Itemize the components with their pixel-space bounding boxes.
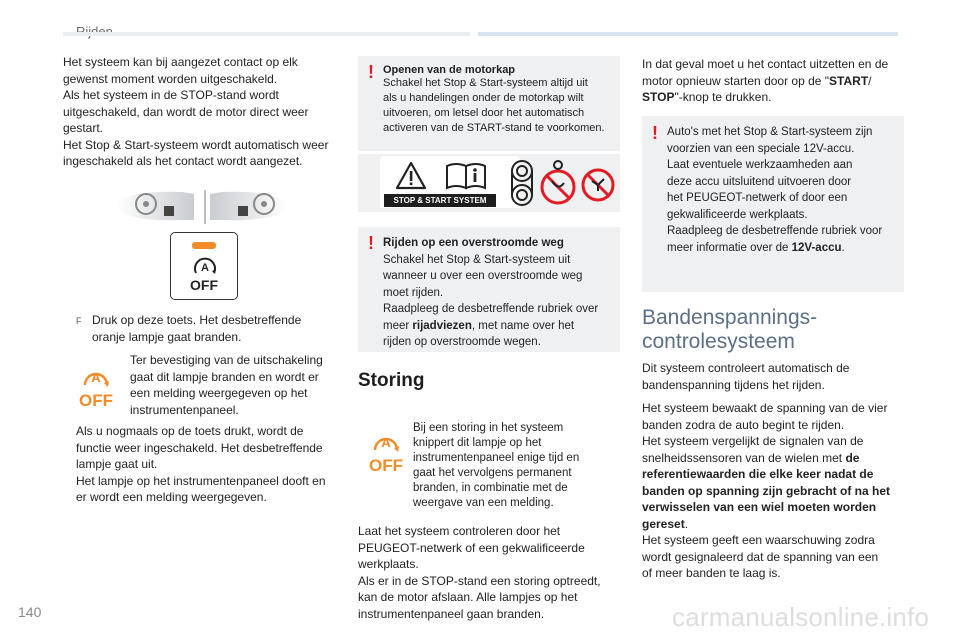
sticker-label: STOP & START SYSTEM	[384, 194, 496, 207]
warning-exclamation-icon: !	[368, 233, 374, 253]
lamp-off-label: OFF	[369, 456, 403, 475]
off-warning-lamp	[76, 364, 116, 410]
bullet-instruction: Druk op deze toets. Het desbetreffende oranje lampje gaat branden.	[92, 313, 302, 344]
watermark: carmanualsonline.info	[672, 602, 930, 632]
intro-paragraph: Het systeem kan bij aangezet contact op elk gewenst moment worden uitgeschakeld. Als het systeem in de STOP-stand wordt uitgeschakeld, dan wordt de motor direct weer gestart. Het Stop & Start-systeem wordt automatisch weer ingeschakeld als het contact wordt aangezet.	[63, 55, 329, 168]
header-bar-left	[63, 32, 470, 36]
bullet-marker: F	[76, 316, 82, 326]
svg-text:A: A	[381, 435, 391, 450]
sticker-panel	[380, 156, 520, 208]
warning-title: Openen van de motorkap	[383, 64, 516, 76]
warning-triangle-icon	[394, 160, 428, 192]
header-bar-right	[478, 32, 898, 36]
belt-icon	[506, 157, 616, 209]
section-title-tyre-pressure: Bandenspannings- controlesysteem	[642, 306, 818, 353]
auto-a-off-icon	[366, 429, 406, 453]
auto-a-off-icon	[192, 255, 218, 277]
reactivation-paragraph: Als u nogmaals op de toets drukt, wordt de functie weer ingeschakeld. Het desbetreffende lampje gaat uit. Het lampje op het instrumentenpaneel dooft en er wordt een melding weergegeven.	[76, 424, 326, 504]
fault-paragraph: Laat het systeem controleren door het PEUGEOT-netwerk of een gekwalificeerde werkplaats. Als er in de STOP-stand een storing optreedt, kan de motor afslaan. Alle lampjes op het instrumentenpaneel gaan branden.	[358, 524, 601, 621]
button-off-label: OFF	[190, 277, 218, 293]
stop-start-sticker-area	[358, 154, 620, 212]
tyre-detail-paragraph: Het systeem bewaakt de spanning van de vier banden zodra de auto begint te rijden. Het systeem vergelijkt de signalen van de snelheidssensoren van de wielen met de referentiewaarden die elke keer nadat de banden op spanning zijn gebracht of na het verwisselen van een wiel moeten worden gereset. Het systeem geeft een waarschuwing zodra wordt gesignaleerd dat de spanning van een of meer banden te laag is.	[642, 401, 891, 580]
manual-book-icon	[444, 160, 488, 192]
auto-a-off-icon	[76, 364, 116, 388]
svg-text:A: A	[91, 370, 101, 385]
svg-text:A: A	[201, 262, 209, 274]
fault-warning-lamp	[366, 429, 406, 475]
dashboard-illustration	[112, 184, 292, 228]
section-title-storing: Storing	[358, 370, 425, 391]
warning-box-flooded-road: ! Rijden op een overstroomde weg Schakel het Stop & Start-systeem uit wanneer u over een overstroomde weg moet rijden. Raadpleeg de desbetreffende rubriek over meer rijadviezen, met name over het rijden op overstroomde wegen.	[358, 227, 620, 352]
warning-box-bonnet: ! Openen van de motorkap Schakel het Stop & Start-systeem altijd uit als u handelingen onder de motorkap wilt uitvoeren, om letsel door het automatisch activeren van de START-stand te voorkomen.	[358, 56, 620, 151]
tyre-intro-paragraph: Dit systeem controleert automatisch de bandenspanning tijdens het rijden.	[642, 361, 850, 392]
steering-wheel-icon	[112, 184, 292, 228]
lamp-off-label: OFF	[79, 391, 113, 410]
fault-lamp-text: Bij een storing in het systeem knippert dit lampje op het instrumentenpaneel enige tijd en gaat het vervolgens permanent branden, in combinatie met de weergave van een melding.	[413, 422, 580, 509]
lamp-confirmation-text: Ter bevestiging van de uitschakeling gaat dit lampje branden en wordt er een melding weergegeven op het instrumentenpaneel.	[130, 353, 323, 417]
restart-paragraph: In dat geval moet u het contact uitzetten en de motor opnieuw starten door op de "START/ STOP"-knop te drukken.	[642, 57, 889, 104]
warning-exclamation-icon: !	[652, 123, 658, 143]
stop-start-off-button	[170, 232, 238, 300]
warning-title: Rijden op een overstroomde weg	[383, 237, 564, 249]
warning-box-battery: ! Auto's met het Stop & Start-systeem zijn voorzien van een speciale 12V-accu. Laat eventuele werkzaamheden aan deze accu uitsluitend uitvoeren door het PEUGEOT-netwerk of door een gekwalificeerde werkplaats. Raadpleeg de desbetreffende rubriek voor meer informatie over de 12V-accu.	[642, 116, 904, 292]
warning-exclamation-icon: !	[368, 62, 374, 82]
orange-indicator-lamp	[192, 242, 216, 249]
page-number: 140	[18, 604, 42, 620]
